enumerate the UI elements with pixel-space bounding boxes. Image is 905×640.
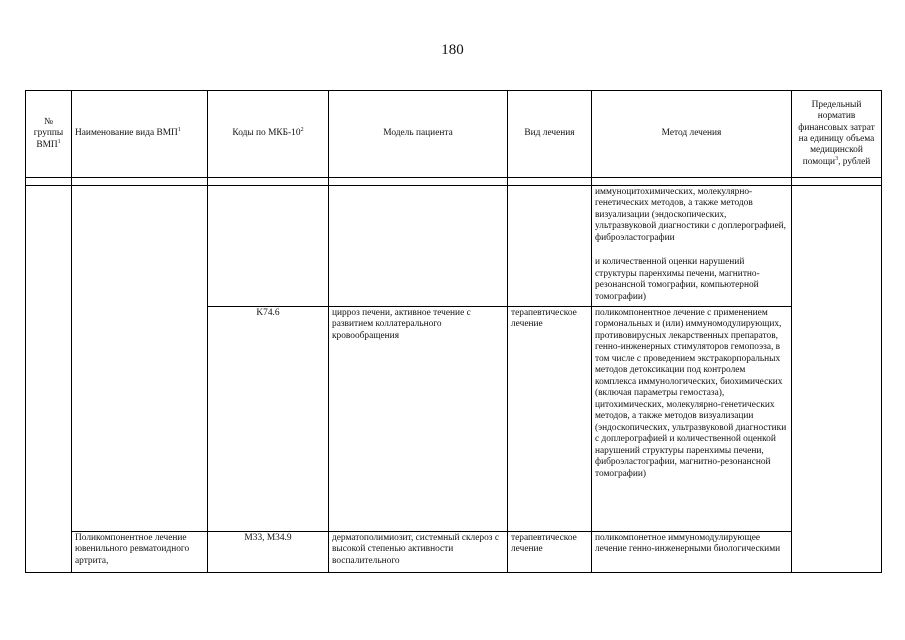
icd-code-cell (208, 186, 329, 307)
patient-model-cell: цирроз печени, активное течение с развитием коллатерального кровообращения (329, 307, 508, 532)
header-cost-norm: Предельный норматив финансовых затрат на единицу объема медицинской помощи$^3$, рублей (792, 91, 882, 178)
header-vmp-name: Наименование вида ВМП$^1$ (72, 91, 208, 178)
header-treatment-type: Вид лечения (508, 91, 592, 178)
treatment-method-cell: поликомпонентное лечение с применением гормональных и (или) иммуномодулирующих, противовирусных лекарственных препаратов, генно-инженерных стимуляторов гемопоэза, в том числе с проведением экстракорпоральных методов детоксикации под контролем комплекса иммунологических, биохимических (включая параметры гемостаза), цитохимических, молекулярно-генетических методов, а также методов визуализации (эндоскопических, ультразвуковой диагностики с доплерографией и количественной оценкой нарушений структуры паренхимы печени, фиброэластографии, магнитно-резонансной томографии) (592, 307, 792, 532)
header-row (26, 91, 882, 178)
method-text: и количественной оценки нарушений структуры паренхимы печени, магнитно-резонансной томографии, компьютерной томографии) (595, 257, 760, 302)
cost-norm-cell (792, 186, 882, 573)
vmp-name-cell: Поликомпонентное лечение ювенильного ревматоидного артрита, (72, 532, 208, 573)
patient-model-cell (329, 186, 508, 307)
method-text: иммуноцитохимических, молекулярно-генетических методов, а также методов визуализации (эндоскопических, ультразвуковой диагностики с доплерографией, фиброэластографии (595, 187, 787, 243)
header-group-number: № группы ВМП$^1$ (26, 91, 72, 178)
icd-code-cell: K74.6 (208, 307, 329, 532)
table-row (26, 186, 882, 307)
vmp-table (25, 90, 882, 573)
header-icd-codes: Коды по МКБ-$10^2$ (208, 91, 329, 178)
treatment-type-cell: терапевтическое лечение (508, 307, 592, 532)
treatment-method-cell (592, 186, 792, 307)
group-number-cell (26, 186, 72, 573)
treatment-method-cell: поликомпонетное иммуномодулирующее лечение генно-инженерными биологическими (592, 532, 792, 573)
header-treatment-method: Метод лечения (592, 91, 792, 178)
page-number: 180 (441, 42, 464, 58)
patient-model-cell: дерматополимиозит, системный склероз с высокой степенью активности воспалительного (329, 532, 508, 573)
header-patient-model: Модель пациента (329, 91, 508, 178)
treatment-type-cell: терапевтическое лечение (508, 532, 592, 573)
table-row (26, 532, 882, 573)
column-number-row (26, 178, 882, 186)
vmp-name-cell (72, 186, 208, 532)
treatment-type-cell (508, 186, 592, 307)
icd-code-cell: M33, M34.9 (208, 532, 329, 573)
